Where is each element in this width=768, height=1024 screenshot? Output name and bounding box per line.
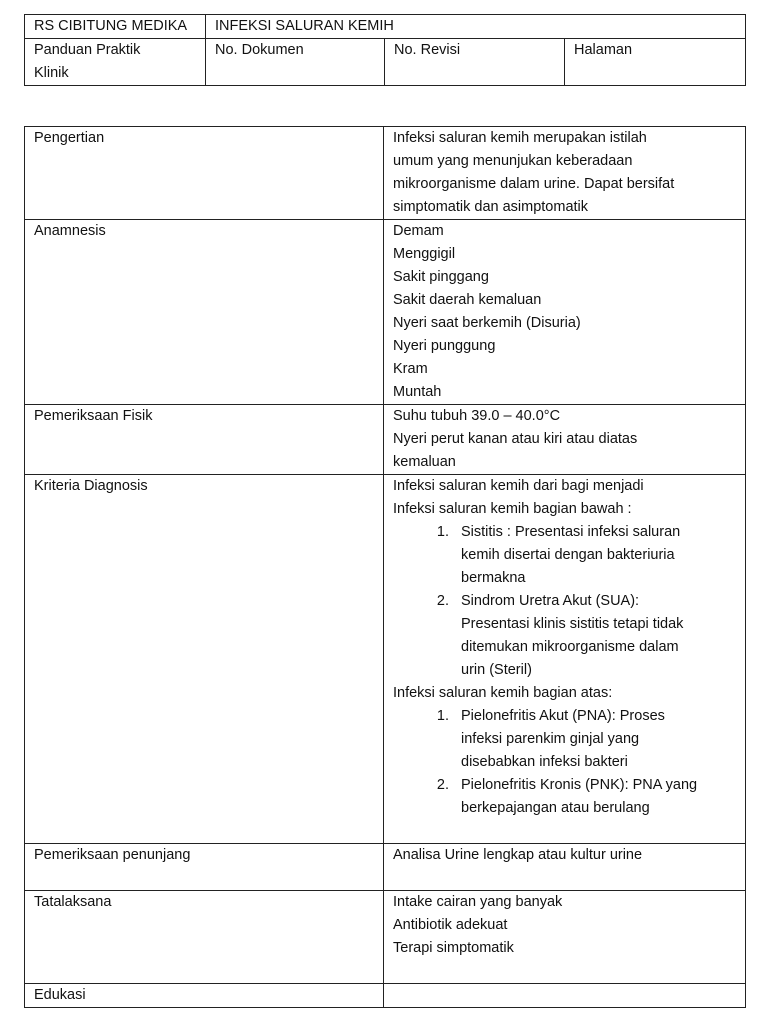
pengertian-line: umum yang menunjukan keberadaan <box>393 153 633 169</box>
supporting-exam-text: Analisa Urine lengkap atau kultur urine <box>393 847 643 863</box>
anamnesis-content-cell <box>384 220 746 405</box>
pemeriksaan-fisik-content-cell <box>384 405 746 475</box>
document-number-label: No. Dokumen <box>215 42 304 58</box>
document-number-cell <box>206 39 385 86</box>
anamnesis-label-cell <box>25 220 384 405</box>
list-item-line: 2. Sindrom Uretra Akut (SUA): <box>461 593 640 609</box>
list-item-line: infeksi parenkim ginjal yang <box>461 731 640 747</box>
row-anamnesis <box>25 220 746 405</box>
header-row-title <box>25 15 746 39</box>
hospital-name: RS CIBITUNG MEDIKA <box>34 18 188 34</box>
symptom-item: Kram <box>393 361 428 377</box>
pengertian-content-cell <box>384 127 746 220</box>
physical-exam-line: Suhu tubuh 39.0 – 40.0°C <box>393 408 561 424</box>
revision-cell <box>385 39 565 86</box>
clinical-guideline-table <box>24 126 746 1008</box>
upper-uti-item-pna <box>453 705 745 774</box>
list-item-line: Presentasi klinis sistitis tetapi tidak <box>461 616 684 632</box>
row-pengertian <box>25 127 746 220</box>
upper-uti-item-pnk <box>453 774 745 820</box>
pengertian-label-cell <box>25 127 384 220</box>
physical-exam-line: kemaluan <box>393 454 456 470</box>
pengertian-line: Infeksi saluran kemih merupakan istilah <box>393 130 647 146</box>
physical-exam-line: Nyeri perut kanan atau kiri atau diatas <box>393 431 638 447</box>
pengertian-line: simptomatik dan asimptomatik <box>393 199 589 215</box>
pengertian-line: mikroorganisme dalam urine. Dapat bersifat <box>393 176 675 192</box>
revision-label: No. Revisi <box>394 42 461 58</box>
row-kriteria-diagnosis <box>25 475 746 844</box>
list-item-line: disebabkan infeksi bakteri <box>461 754 628 770</box>
treatment-item: Intake cairan yang banyak <box>393 894 563 910</box>
tatalaksana-label: Tatalaksana <box>34 894 112 910</box>
list-item-line: ditemukan mikroorganisme dalam <box>461 639 679 655</box>
header-row-meta <box>25 39 746 86</box>
symptom-item: Menggigil <box>393 246 456 262</box>
hospital-name-cell <box>25 15 206 39</box>
list-item-line: bermakna <box>461 570 526 586</box>
upper-uti-list <box>393 705 745 820</box>
symptom-item: Nyeri punggung <box>393 338 496 354</box>
document-header-table <box>24 14 746 86</box>
pemeriksaan-penunjang-content-cell <box>384 844 746 891</box>
row-pemeriksaan-fisik <box>25 405 746 475</box>
pemeriksaan-penunjang-label-cell <box>25 844 384 891</box>
document-type-line-1: Panduan Praktik <box>34 42 141 58</box>
anamnesis-label: Anamnesis <box>34 223 106 239</box>
kriteria-diagnosis-label: Kriteria Diagnosis <box>34 478 148 494</box>
pemeriksaan-fisik-label: Pemeriksaan Fisik <box>34 408 153 424</box>
page-label: Halaman <box>574 42 633 58</box>
tatalaksana-content-cell <box>384 891 746 984</box>
tatalaksana-label-cell <box>25 891 384 984</box>
list-item-line: urin (Steril) <box>461 662 532 678</box>
document-title: INFEKSI SALURAN KEMIH <box>215 18 394 34</box>
list-item-line: kemih disertai dengan bakteriuria <box>461 547 675 563</box>
page-cell <box>565 39 746 86</box>
edukasi-label-cell <box>25 984 384 1008</box>
symptom-item: Muntah <box>393 384 442 400</box>
treatment-item: Antibiotik adekuat <box>393 917 508 933</box>
document-type-cell <box>25 39 206 86</box>
kriteria-diagnosis-label-cell <box>25 475 384 844</box>
document-type-line-2: Klinik <box>34 65 69 81</box>
symptom-item: Nyeri saat berkemih (Disuria) <box>393 315 581 331</box>
list-item-line: 2. Pielonefritis Kronis (PNK): PNA yang <box>461 777 698 793</box>
pemeriksaan-fisik-label-cell <box>25 405 384 475</box>
list-item-line: 1. Pielonefritis Akut (PNA): Proses <box>461 708 665 724</box>
pengertian-label: Pengertian <box>34 130 105 146</box>
diagnosis-intro-line: Infeksi saluran kemih dari bagi menjadi <box>393 478 644 494</box>
lower-uti-list <box>393 521 745 682</box>
symptom-item: Sakit daerah kemaluan <box>393 292 542 308</box>
kriteria-diagnosis-content-cell <box>384 475 746 844</box>
edukasi-label: Edukasi <box>34 987 86 1003</box>
pemeriksaan-penunjang-label: Pemeriksaan penunjang <box>34 847 191 863</box>
list-item-line: 1. Sistitis : Presentasi infeksi saluran <box>461 524 681 540</box>
symptom-item: Sakit pinggang <box>393 269 489 285</box>
edukasi-content-cell <box>384 984 746 1008</box>
lower-uti-item-sistitis <box>453 521 745 590</box>
treatment-item: Terapi simptomatik <box>393 940 514 956</box>
diagnosis-intro-line: Infeksi saluran kemih bagian bawah : <box>393 501 632 517</box>
upper-uti-heading: Infeksi saluran kemih bagian atas: <box>393 685 613 701</box>
list-item-line: berkepajangan atau berulang <box>461 800 650 816</box>
row-edukasi <box>25 984 746 1008</box>
row-tatalaksana <box>25 891 746 984</box>
row-pemeriksaan-penunjang <box>25 844 746 891</box>
lower-uti-item-sua <box>453 590 745 682</box>
symptom-item: Demam <box>393 223 444 239</box>
document-title-cell <box>206 15 746 39</box>
